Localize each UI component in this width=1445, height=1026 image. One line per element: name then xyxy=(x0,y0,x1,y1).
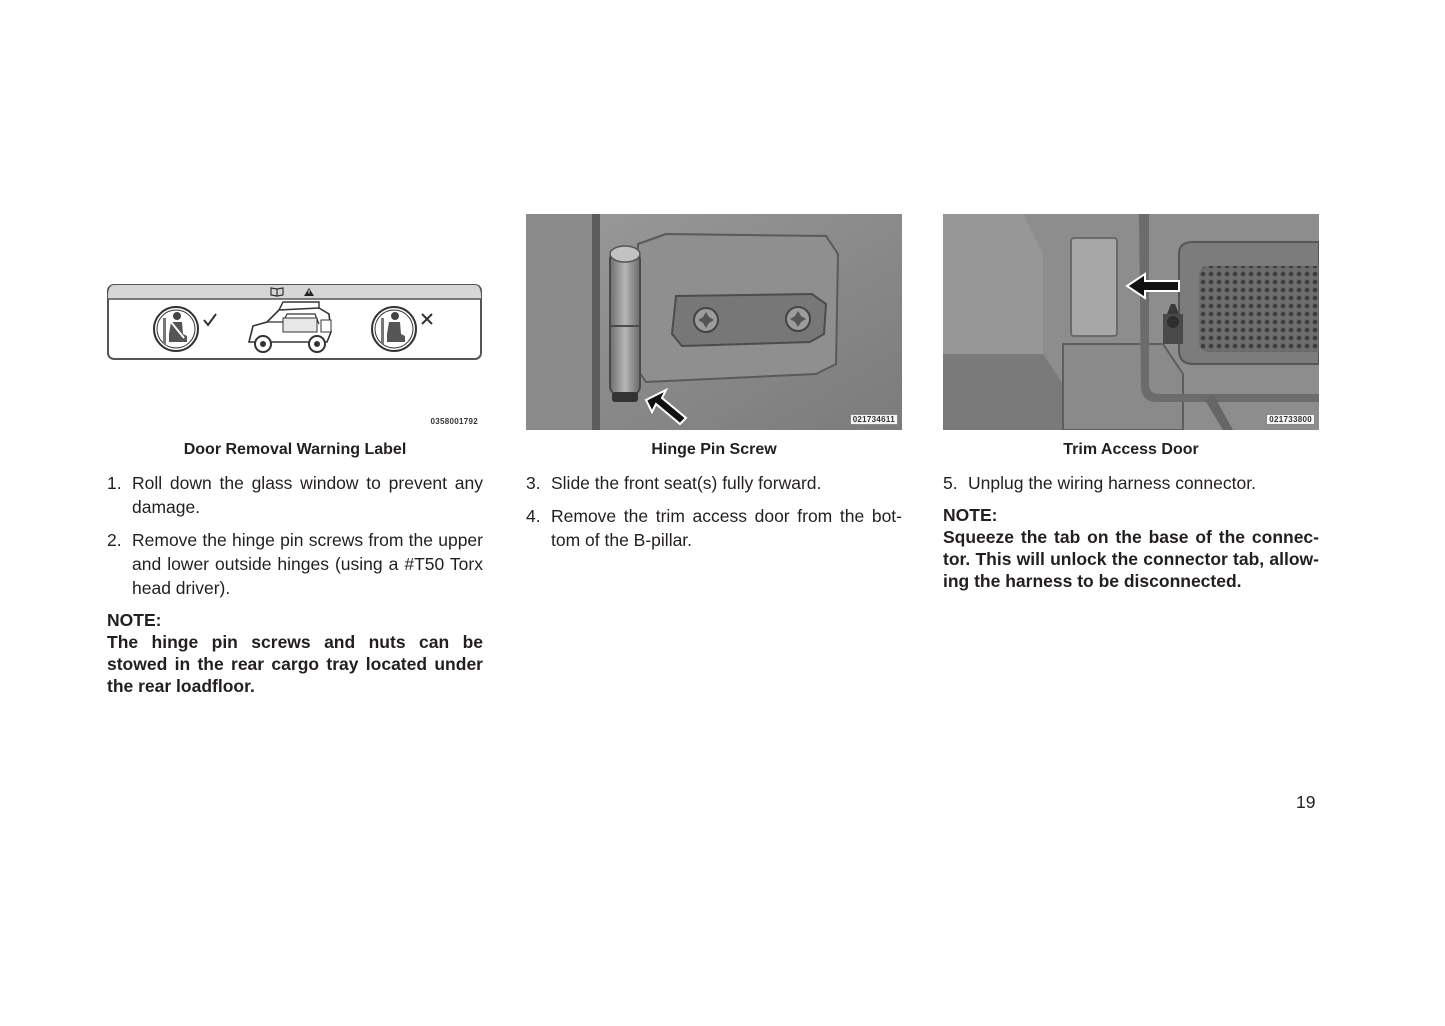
step-number: 5. xyxy=(943,473,958,493)
list-item xyxy=(526,471,902,495)
figure-id: 0358001792 xyxy=(430,417,478,426)
list-item xyxy=(107,528,483,600)
list-item xyxy=(943,471,1319,495)
column-1 xyxy=(107,214,483,697)
trim-access-door-figure xyxy=(943,214,1319,430)
figure-caption: Trim Access Door xyxy=(1063,441,1199,458)
step-number: 2. xyxy=(107,530,122,550)
figure-id: 021734611 xyxy=(850,414,898,425)
note-heading: NOTE: xyxy=(107,610,162,630)
step-text: Remove the trim access door from the bot-tom of the B-pillar. xyxy=(551,506,902,550)
step-list xyxy=(943,471,1319,495)
step-text: Unplug the wiring harness connector. xyxy=(968,473,1256,493)
list-item xyxy=(526,504,902,552)
list-item xyxy=(107,471,483,519)
step-text: Slide the front seat(s) fully forward. xyxy=(551,473,822,493)
note-body: Squeeze the tab on the base of the connec-tor. This will unlock the connector tab, allow-ing the harness to be disconnected. xyxy=(943,527,1319,591)
warning-label-illustration xyxy=(107,214,483,430)
seated-person-belted-icon xyxy=(154,307,198,351)
step-text: Roll down the glass window to prevent any damage. xyxy=(132,473,483,517)
step-text: Remove the hinge pin screws from the upper and lower outside hinges (using a #T50 Torx head driver). xyxy=(132,530,483,598)
step-list xyxy=(107,471,483,600)
figure-caption: Door Removal Warning Label xyxy=(183,441,407,458)
figure-id: 021733800 xyxy=(1266,414,1315,425)
seated-person-unbelted-icon xyxy=(372,307,416,351)
hinge-pin-screw-photo xyxy=(526,214,902,430)
warning-label-figure xyxy=(107,214,483,430)
note-heading: NOTE: xyxy=(943,505,998,525)
column-2 xyxy=(526,214,902,561)
figure-caption: Hinge Pin Screw xyxy=(651,441,777,458)
note-body: The hinge pin screws and nuts can be stowed in the rear cargo tray located under the rear loadfloor. xyxy=(107,632,483,696)
step-list xyxy=(526,471,902,552)
step-number: 3. xyxy=(526,473,541,493)
hinge-pin-screw-figure xyxy=(526,214,902,430)
page-number: 19 xyxy=(1296,792,1316,812)
trim-access-door-photo xyxy=(943,214,1319,430)
step-number: 1. xyxy=(107,473,122,493)
step-number: 4. xyxy=(526,506,541,526)
column-3 xyxy=(943,214,1319,592)
